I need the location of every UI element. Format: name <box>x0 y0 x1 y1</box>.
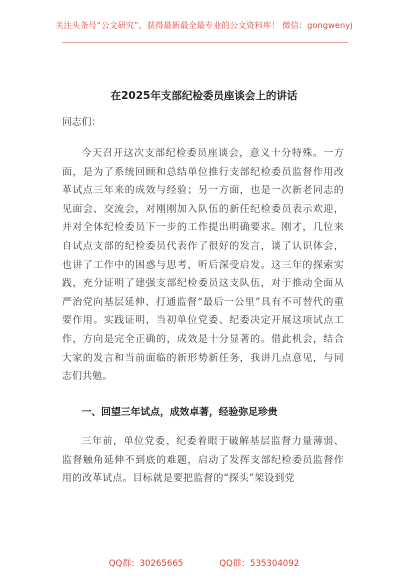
header-banner: 关注头条号“公文研究”，获得最新最全最专业的公文资料库！ 微信：gongwenyj <box>55 20 353 30</box>
document-title: 在2025年支部纪检委员座谈会上的讲话 <box>110 90 298 102</box>
salutation: 同志们： <box>62 117 102 128</box>
header-divider <box>62 42 348 43</box>
footer-contact <box>0 557 408 569</box>
body-paragraph-2: 三年前，单位党委、纪委着眼于破解基层监督力量薄弱、监督触角延伸不到底的难题，启动了发挥支部纪检委员监督作用的改革试点。目标就是要把监督的“探头”架设到党 <box>62 436 344 485</box>
footer-qq-group-2: QQ群：535304092 <box>219 559 300 569</box>
footer-qq-group-1: QQ群：30265665 <box>108 559 184 569</box>
section-heading-1: 一、回望三年试点，成效卓著，经验弥足珍贵 <box>81 407 278 418</box>
body-paragraph-1: 今天召开这次支部纪检委员座谈会，意义十分特殊。一方面，是为了系统回顾和总结单位推行支部纪检委员监督作用改革试点三年来的成效与经验；另一方面，也是一次新老同志的见面会、交流会，对刚刚加入队伍的新任纪检委员表示欢迎，并对全体纪检委员下一步的工作提出明确要求。刚才，几位来自试点支部的纪检委员代表作了很好的发言，谈了认识体会，也讲了工作中的困惑与思考，听后深受启发。这三年的探索实践，充分证明了建强支部纪检委员这支队伍，对于推动全面从严治党向基层延伸、打通监督“最后一公里”具有不可替代的重要作用。实践证明，当初单位党委、纪委决定开展这项试点工作，方向是完全正确的，成效是十分显著的。借此机会，结合大家的发言和当前面临的新形势新任务，我讲几点意见，与同志们共勉。 <box>62 148 344 383</box>
